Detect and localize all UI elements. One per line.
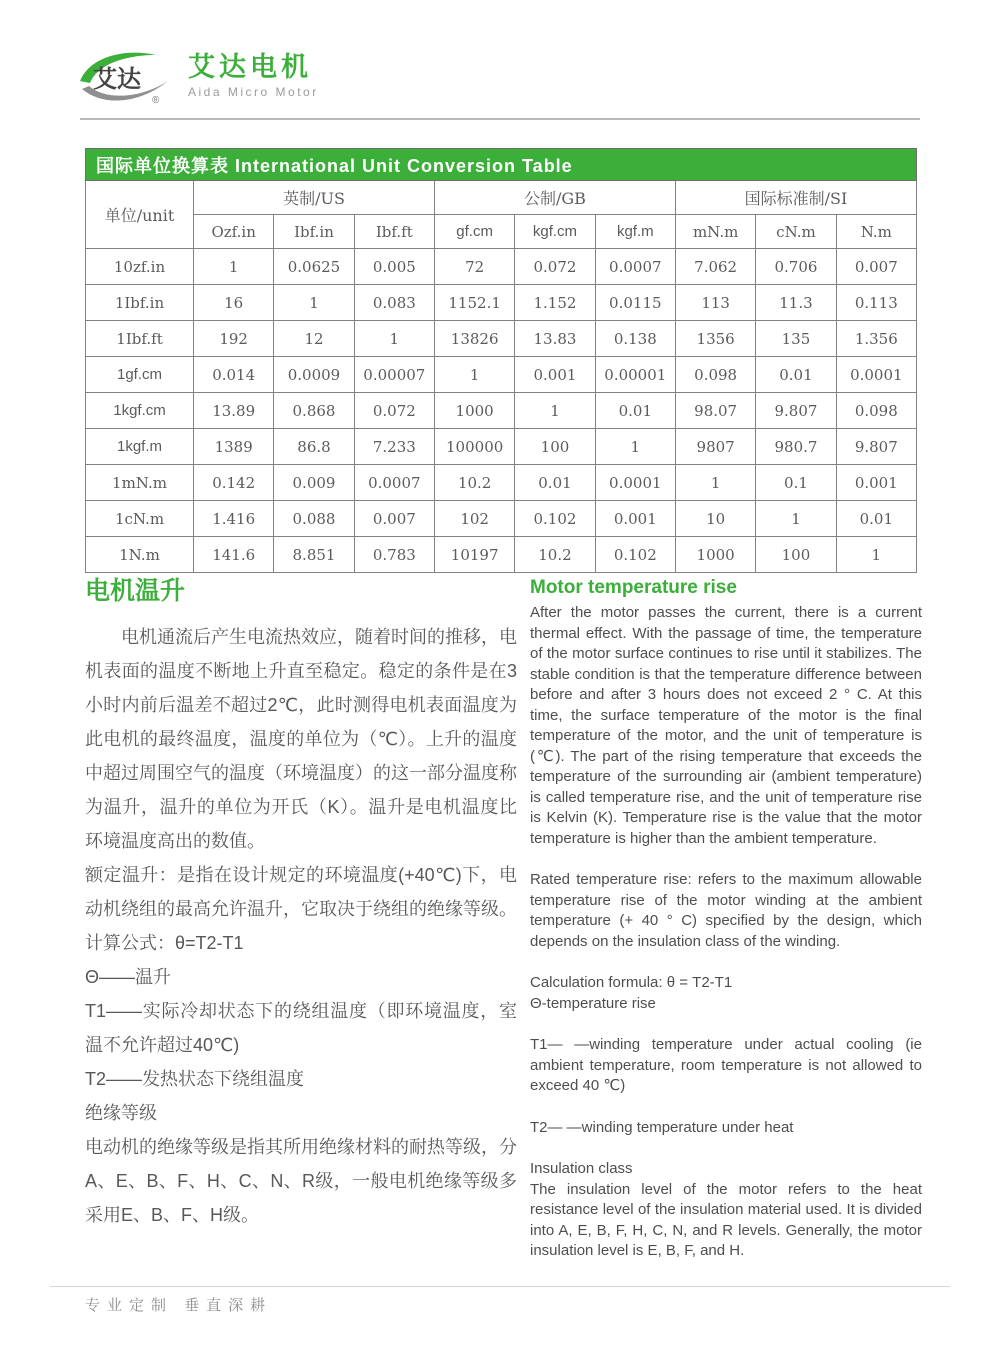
table-cell: 100 [515,429,595,465]
brand-header [76,48,319,106]
table-cell: 0.088 [274,501,354,537]
column-header: Ozf.in [194,215,274,249]
table-cell: 1 [836,537,916,573]
table-cell: 0.001 [595,501,675,537]
cn-paragraph: T1——实际冷却状态下的绕组温度（即环境温度，室温不允许超过40℃) [85,1001,517,1055]
table-row [86,537,917,573]
table-cell: 10 [675,501,755,537]
footer-divider [50,1286,950,1287]
en-paragraph: Θ-temperature rise [530,994,656,1012]
column-header: N.m [836,215,916,249]
cn-section-title: 电机温升 [85,577,186,605]
group-header-si: 国际标准制/SI [675,181,916,215]
column-header: cN.m [756,215,836,249]
table-cell: 0.783 [354,537,434,573]
cn-paragraph: Θ——温升 [85,967,172,987]
table-cell: 0.098 [675,357,755,393]
table-cell: 1 [595,429,675,465]
row-unit: 1N.m [86,537,194,573]
table-cell: 0.083 [354,285,434,321]
brand-names [188,48,319,99]
table-cell: 0.00007 [354,357,434,393]
table-cell: 0.868 [274,393,354,429]
table-cell: 0.1 [756,465,836,501]
cn-paragraph: 额定温升：是指在设计规定的环境温度(+40℃)下，电动机绕组的最高允许温升，它取决于绕组的绝缘等级。 [85,865,517,919]
group-header-us: 英制/US [194,181,435,215]
unit-conversion-table [85,148,917,573]
footer-slogan: 专业定制 垂直深耕 [85,1297,273,1314]
column-header: kgf.cm [515,215,595,249]
table-cell: 100 [756,537,836,573]
column-header: Ibf.ft [354,215,434,249]
aida-logo-icon [76,48,172,106]
table-cell: 1000 [675,537,755,573]
unit-column-header: 单位/unit [86,181,194,249]
row-unit: 1kgf.m [86,429,194,465]
table-cell: 0.009 [274,465,354,501]
table-cell: 1356 [675,321,755,357]
table-cell: 0.0007 [595,249,675,285]
en-paragraph: T2— —winding temperature under heat [530,1118,794,1136]
table-row [86,249,917,285]
table-cell: 0.001 [515,357,595,393]
table-cell: 1 [434,357,514,393]
row-unit: 1Ibf.ft [86,321,194,357]
cn-paragraph: 电动机的绝缘等级是指其所用绝缘材料的耐热等级，分A、E、B、F、H、C、N、R级，一般电机绝缘等级多采用E、B、F、H级。 [85,1137,517,1225]
table-row [86,429,917,465]
table-cell: 0.142 [194,465,274,501]
table-cell: 135 [756,321,836,357]
table-cell: 0.0001 [836,357,916,393]
column-header: kgf.m [595,215,675,249]
table-cell: 192 [194,321,274,357]
table-cell: 1 [515,393,595,429]
table-row [86,357,917,393]
table-cell: 0.00001 [595,357,675,393]
table-cell: 0.138 [595,321,675,357]
row-unit: 1kgf.cm [86,393,194,429]
table-cell: 0.01 [515,465,595,501]
table-cell: 0.072 [515,249,595,285]
table-cell: 0.01 [756,357,836,393]
table-row [86,501,917,537]
logo-registered-mark: ® [152,95,160,106]
table-cell: 10.2 [434,465,514,501]
brand-name-en: Aida Micro Motor [188,85,319,99]
column-header: Ibf.in [274,215,354,249]
table-cell: 86.8 [274,429,354,465]
table-cell: 1 [756,501,836,537]
row-unit: 1mN.m [86,465,194,501]
header-divider [80,118,920,120]
table-cell: 0.098 [836,393,916,429]
table-title-row [86,149,917,181]
cn-paragraph: 电机通流后产生电流热效应，随着时间的推移，电机表面的温度不断地上升直至稳定。稳定的条件是在3小时内前后温差不超过2℃，此时测得电机表面温度为此电机的最终温度，温度的单位为（℃）。上升的温度中超过周围空气的温度（环境温度）的这一部分温度称为温升，温升的单位为开氏（K）。温升是电机温度比环境温度高出的数值。 [85,627,517,851]
table-cell: 113 [675,285,755,321]
table-cell: 0.113 [836,285,916,321]
table-cell: 9.807 [836,429,916,465]
table-cell: 980.7 [756,429,836,465]
table-cell: 0.0625 [274,249,354,285]
table-cell: 9.807 [756,393,836,429]
en-paragraph: Calculation formula: θ = T2-T1 [530,974,733,991]
table-cell: 0.102 [595,537,675,573]
table-cell: 0.01 [836,501,916,537]
table-cell: 0.0007 [354,465,434,501]
table-cell: 1000 [434,393,514,429]
en-paragraph: T1— —winding temperature under actual cooling (ie ambient temperature, room temperature is not allowed to exceed 40 ℃) [530,1036,922,1094]
table-cell: 1.152 [515,285,595,321]
table-cell: 0.072 [354,393,434,429]
table-subheader-row [86,215,917,249]
table-cell: 8.851 [274,537,354,573]
column-header: mN.m [675,215,755,249]
cn-motor-temperature-section [85,576,517,1232]
table-cell: 12 [274,321,354,357]
table-cell: 7.062 [675,249,755,285]
cn-paragraph: T2——发热状态下绕组温度 [85,1069,305,1089]
row-unit: 1gf.cm [86,357,194,393]
table-title-banner: 国际单位换算表 International Unit Conversion Table [86,149,917,181]
en-paragraph: Insulation class [530,1160,633,1177]
table-cell: 16 [194,285,274,321]
table-cell: 11.3 [756,285,836,321]
table-cell: 0.102 [515,501,595,537]
logo-mark-text: 艾达 [93,66,141,93]
table-cell: 1152.1 [434,285,514,321]
table-cell: 0.706 [756,249,836,285]
table-cell: 72 [434,249,514,285]
table-row [86,285,917,321]
table-cell: 0.007 [836,249,916,285]
table-cell: 1 [354,321,434,357]
table-cell: 13826 [434,321,514,357]
table-cell: 0.0009 [274,357,354,393]
table-cell: 100000 [434,429,514,465]
table-row [86,465,917,501]
group-header-gb: 公制/GB [434,181,675,215]
table-cell: 1 [675,465,755,501]
table-cell: 0.007 [354,501,434,537]
cn-paragraph: 绝缘等级 [85,1103,157,1123]
table-row [86,393,917,429]
table-cell: 98.07 [675,393,755,429]
table-cell: 0.0001 [595,465,675,501]
table-cell: 10197 [434,537,514,573]
table-cell: 9807 [675,429,755,465]
table-cell: 7.233 [354,429,434,465]
row-unit: 10zf.in [86,249,194,285]
table-cell: 13.83 [515,321,595,357]
table-cell: 1389 [194,429,274,465]
table-cell: 0.014 [194,357,274,393]
column-header: gf.cm [434,215,514,249]
en-paragraph: Rated temperature rise: refers to the maximum allowable temperature rise of the motor winding at the ambient temperature (+ 40 ° C) specified by the design, which depends on the insulation class of the winding. [530,871,922,950]
table-cell: 0.001 [836,465,916,501]
table-cell: 0.005 [354,249,434,285]
table-cell: 1 [274,285,354,321]
table-cell: 1.416 [194,501,274,537]
table-cell: 13.89 [194,393,274,429]
table-row [86,321,917,357]
row-unit: 1Ibf.in [86,285,194,321]
table-cell: 102 [434,501,514,537]
brand-name-cn: 艾达电机 [188,52,312,82]
en-paragraph: After the motor passes the current, there is a current thermal effect. With the passage of time, the temperature of the motor surface continues to rise until it stabilizes. The stable condition is that the temperature difference between before and after 3 hours does not exceed 2 ° C. At this time, the surface temperature of the motor is the final temperature of the motor, and the unit of temperature is (℃). The part of the rising temperature that exceeds the temperature of the surrounding air (ambient temperature) is called temperature rise, and the unit of temperature rise is Kelvin (K). Temperature rise is the value that the motor temperature is higher than the ambient temperature. [530,604,922,847]
row-unit: 1cN.m [86,501,194,537]
table-cell: 141.6 [194,537,274,573]
cn-paragraph: 计算公式：θ=T2-T1 [85,933,244,953]
table-group-header-row [86,181,917,215]
en-paragraph: The insulation level of the motor refers to the heat resistance level of the insulation material used. It is divided into A, E, B, F, H, C, N, and R levels. Generally, the motor insulation level is E, B, F, and H. [530,1180,922,1259]
en-motor-temperature-section [530,576,922,1262]
table-cell: 1 [194,249,274,285]
en-section-title: Motor temperature rise [530,577,737,598]
table-cell: 0.01 [595,393,675,429]
table-cell: 1.356 [836,321,916,357]
table-cell: 10.2 [515,537,595,573]
table-cell: 0.0115 [595,285,675,321]
